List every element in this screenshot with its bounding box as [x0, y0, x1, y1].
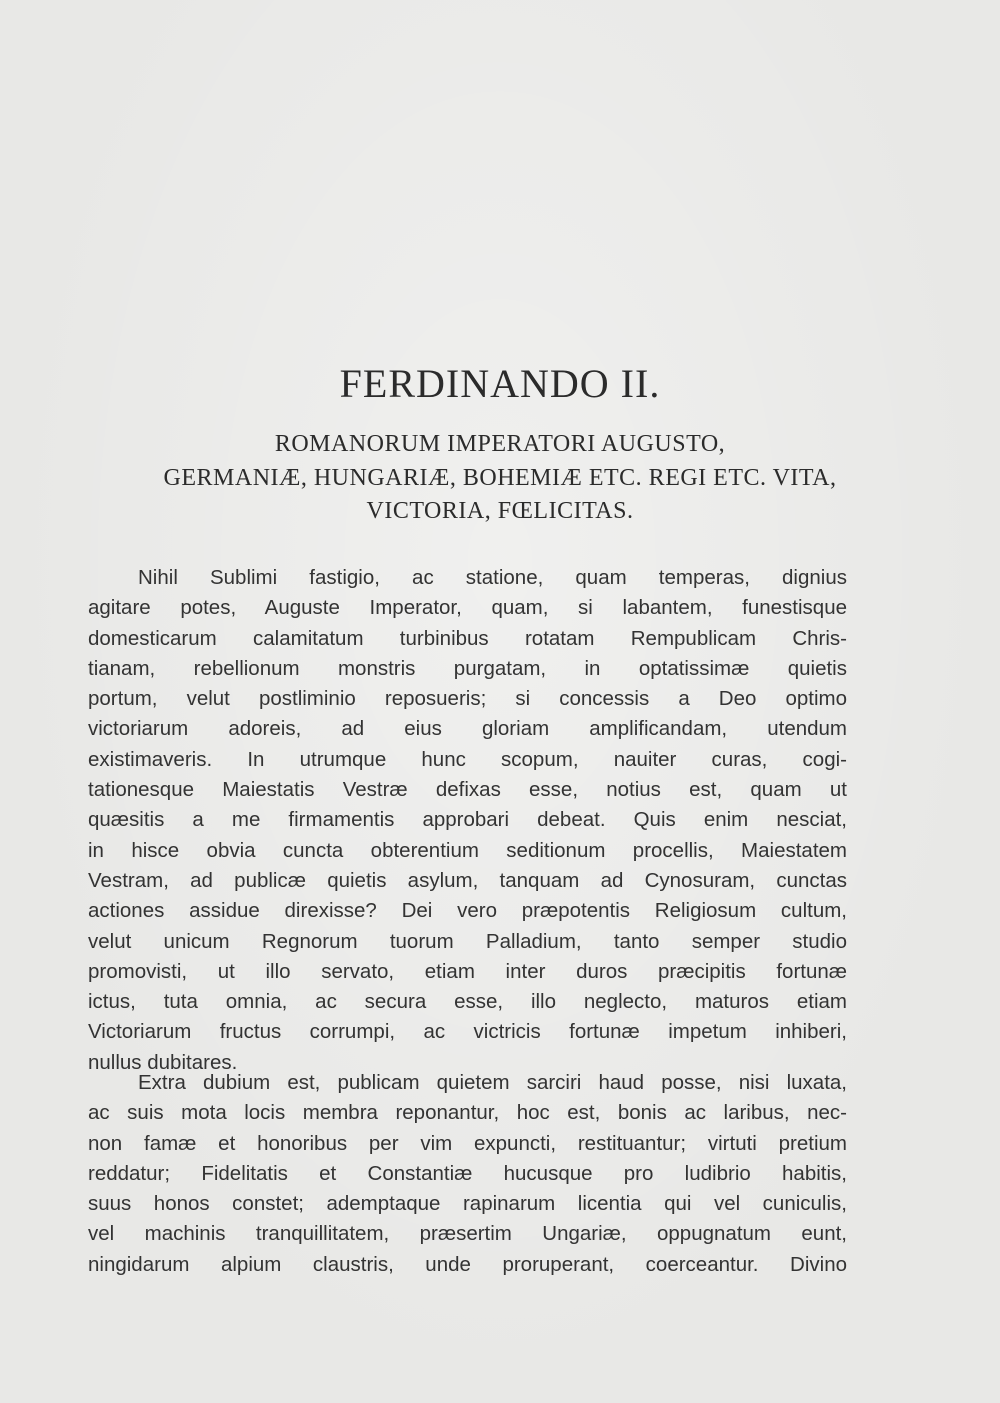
text-line: velut unicum Regnorum tuorum Palladium, tanto semper studio — [88, 929, 847, 953]
text-line: existimaveris. In utrumque hunc scopum, nauiter curas, cogi- — [88, 747, 847, 771]
text-line: ac suis mota locis membra reponantur, hoc est, bonis ac laribus, nec- — [88, 1101, 847, 1125]
text-line: actiones assidue direxisse? Dei vero præpotentis Religiosum cultum, — [88, 899, 847, 923]
text-line: tianam, rebellionum monstris purgatam, in optatissimæ quietis — [88, 656, 847, 680]
text-line: non famæ et honoribus per vim expuncti, restituantur; virtuti pretium — [88, 1131, 847, 1155]
dedication-line: VICTORIA, FŒLICITAS. — [366, 498, 634, 524]
text-line: suus honos constet; ademptaque rapinarum licentia qui vel cuniculis, — [88, 1192, 847, 1216]
text-line: tationesque Maiestatis Vestræ defixas esse, notius est, quam ut — [88, 778, 847, 802]
text-line: domesticarum calamitatum turbinibus rotatam Rempublicam Chris- — [88, 626, 847, 650]
text-line: agitare potes, Auguste Imperator, quam, si labantem, funestisque — [88, 596, 847, 620]
text-line: victoriarum adoreis, ad eius gloriam amplificandam, utendum — [88, 717, 847, 741]
text-line: in hisce obvia cuncta obterentium seditionum procellis, Maiestatem — [88, 838, 847, 862]
dedication-block — [70, 428, 930, 529]
text-line: reddatur; Fidelitatis et Constantiæ hucusque pro ludibrio habitis, — [88, 1161, 847, 1185]
text-line: ningidarum alpium claustris, unde proruperant, coerceantur. Divino — [88, 1252, 847, 1276]
paragraph-1 — [88, 563, 847, 1078]
text-line: ictus, tuta omnia, ac secura esse, illo neglecto, maturos etiam — [88, 990, 847, 1014]
paragraph-2 — [88, 1068, 847, 1280]
text-line: nullus dubitares. — [88, 1050, 238, 1074]
text-line: vel machinis tranquillitatem, præsertim Ungariæ, oppugnatum eunt, — [88, 1222, 847, 1246]
text-line: quæsitis a me firmamentis approbari debeat. Quis enim nesciat, — [88, 808, 847, 832]
text-line: Nihil Sublimi fastigio, ac statione, quam temperas, dignius — [138, 566, 847, 589]
text-line: Extra dubium est, publicam quietem sarciri haud posse, nisi luxata, — [138, 1071, 847, 1094]
text-line: promovisti, ut illo servato, etiam inter duros præcipitis fortunæ — [88, 959, 847, 983]
page-title: FERDINANDO II. — [339, 361, 661, 406]
text-line: Vestram, ad publicæ quietis asylum, tanquam ad Cynosuram, cunctas — [88, 868, 847, 892]
text-line: portum, velut postliminio reposueris; si concessis a Deo optimo — [88, 687, 847, 711]
dedication-line: ROMANORUM IMPERATORI AUGUSTO, — [274, 431, 726, 457]
dedication-line: GERMANIÆ, HUNGARIÆ, BOHEMIÆ ETC. REGI ETC. VITA, — [163, 464, 837, 491]
text-line: Victoriarum fructus corrumpi, ac victricis fortunæ impetum inhiberi, — [88, 1020, 847, 1044]
